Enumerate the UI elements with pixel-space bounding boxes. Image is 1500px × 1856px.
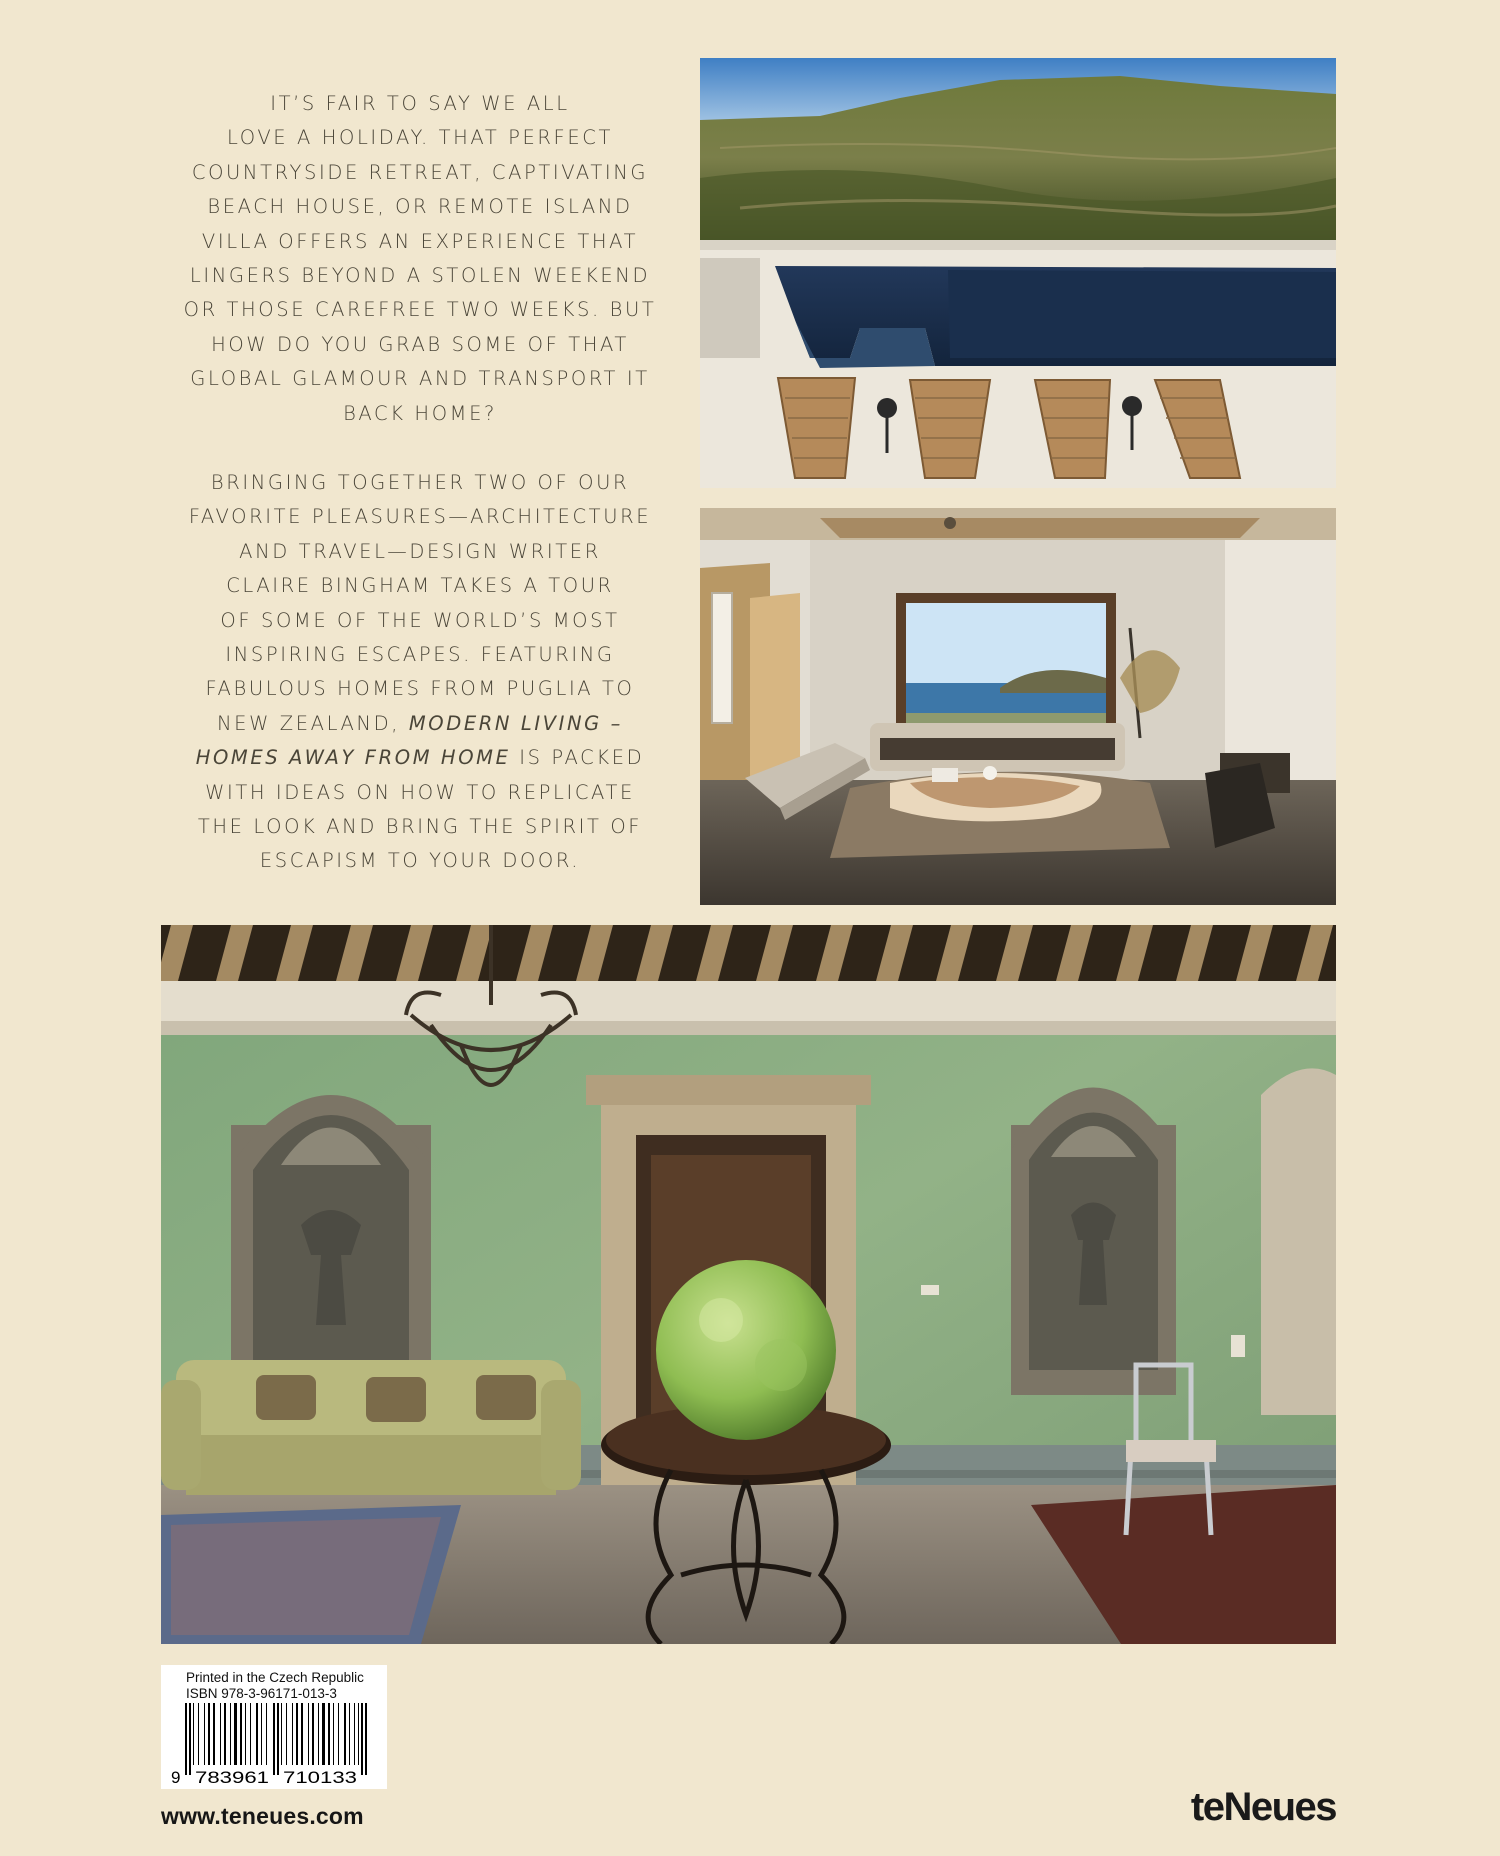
barcode-bar xyxy=(338,1703,339,1767)
blurb-line: VILLA OFFERS AN EXPERIENCE THAT xyxy=(201,229,639,253)
blurb-line: INSPIRING ESCAPES. FEATURING xyxy=(225,643,615,667)
blurb-text: IS PACKED xyxy=(510,746,645,770)
barcode-bar xyxy=(256,1703,258,1767)
blurb-line: OR THOSE CAREFREE TWO WEEKS. BUT xyxy=(183,298,657,322)
barcode-bar xyxy=(198,1703,199,1767)
printed-in-text: Printed in the Czech Republic xyxy=(186,1670,364,1685)
barcode-bar xyxy=(301,1703,303,1767)
barcode-bar xyxy=(261,1703,262,1767)
barcode-bar xyxy=(312,1703,314,1767)
barcode-bar xyxy=(220,1703,221,1767)
barcode-bar xyxy=(240,1703,242,1767)
blurb-line: CLAIRE BINGHAM TAKES A TOUR xyxy=(226,574,614,598)
isbn-text: ISBN 978-3-96171-013-3 xyxy=(186,1686,337,1701)
blurb-line: THE LOOK AND BRING THE SPIRIT OF xyxy=(197,815,643,839)
barcode-bar xyxy=(224,1703,226,1767)
pool-landscape-photo xyxy=(700,58,1336,488)
blurb-line: BRINGING TOGETHER TWO OF OUR xyxy=(210,471,630,494)
blurb-line: OF SOME OF THE WORLD’S MOST xyxy=(220,608,620,632)
barcode-bar xyxy=(266,1703,267,1767)
blurb-line: BACK HOME? xyxy=(343,401,497,425)
blurb-line: WITH IDEAS ON HOW TO REPLICATE xyxy=(205,780,635,804)
book-title-part-2: HOMES AWAY FROM HOME xyxy=(195,746,511,770)
barcode-bar xyxy=(286,1703,287,1767)
isbn-barcode xyxy=(171,1703,379,1787)
blurb-line: BEACH HOUSE, OR REMOTE ISLAND xyxy=(207,195,633,219)
blurb-line: FAVORITE PLEASURES—ARCHITECTURE xyxy=(188,505,652,529)
blurb-line: LINGERS BEYOND A STOLEN WEEKEND xyxy=(189,264,651,288)
barcode-bar xyxy=(213,1703,215,1767)
barcode-bar xyxy=(328,1703,330,1767)
blurb-line: COUNTRYSIDE RETREAT, CAPTIVATING xyxy=(191,160,649,184)
blurb-line: GLOBAL GLAMOUR AND TRANSPORT IT xyxy=(190,367,650,391)
blurb-line-with-title xyxy=(150,707,690,741)
barcode-bar xyxy=(245,1703,246,1767)
barcode-bar xyxy=(208,1703,210,1767)
blurb-paragraph-2 xyxy=(150,466,690,879)
blurb-line: IT’S FAIR TO SAY WE ALL xyxy=(270,92,570,115)
barcode-label xyxy=(161,1665,387,1789)
barcode-digits-group-2: 710133 xyxy=(283,1768,357,1787)
barcode-bar xyxy=(308,1703,309,1767)
barcode-bar xyxy=(296,1703,298,1767)
barcode-digit-first: 9 xyxy=(171,1768,181,1787)
publisher-logo: teNeues xyxy=(1190,1785,1336,1829)
blurb-line: ESCAPISM TO YOUR DOOR. xyxy=(259,849,581,873)
barcode-bar xyxy=(234,1703,237,1767)
barcode-bar xyxy=(250,1703,251,1767)
barcode-bar xyxy=(354,1703,355,1767)
living-room-photo xyxy=(700,508,1336,905)
barcode-bar xyxy=(322,1703,325,1767)
blurb-line: AND TRAVEL—DESIGN WRITER xyxy=(239,539,601,563)
blurb-paragraph-1 xyxy=(150,87,690,431)
barcode-bar xyxy=(358,1703,359,1767)
blurb-line: FABULOUS HOMES FROM PUGLIA TO xyxy=(205,677,635,701)
blurb-text: NEW ZEALAND, xyxy=(216,711,409,735)
barcode-bar xyxy=(292,1703,293,1767)
villa-hall-photo xyxy=(161,925,1336,1644)
publisher-website[interactable]: www.teneues.com xyxy=(161,1803,364,1829)
barcode-bar xyxy=(281,1703,282,1767)
barcode-digits-group-1: 783961 xyxy=(195,1768,269,1787)
blurb-line-with-title xyxy=(150,741,690,775)
blurb-line: HOW DO YOU GRAB SOME OF THAT xyxy=(211,332,629,356)
barcode-bar xyxy=(318,1703,319,1767)
barcode-bar xyxy=(230,1703,231,1767)
barcode-bar xyxy=(204,1703,205,1767)
barcode-bar xyxy=(349,1703,350,1767)
blurb-line: LOVE A HOLIDAY. THAT PERFECT xyxy=(226,126,614,150)
barcode-bar xyxy=(333,1703,334,1767)
barcode-bar xyxy=(344,1703,346,1767)
book-title-part-1: MODERN LIVING – xyxy=(408,711,624,735)
barcode-bar xyxy=(193,1703,194,1767)
